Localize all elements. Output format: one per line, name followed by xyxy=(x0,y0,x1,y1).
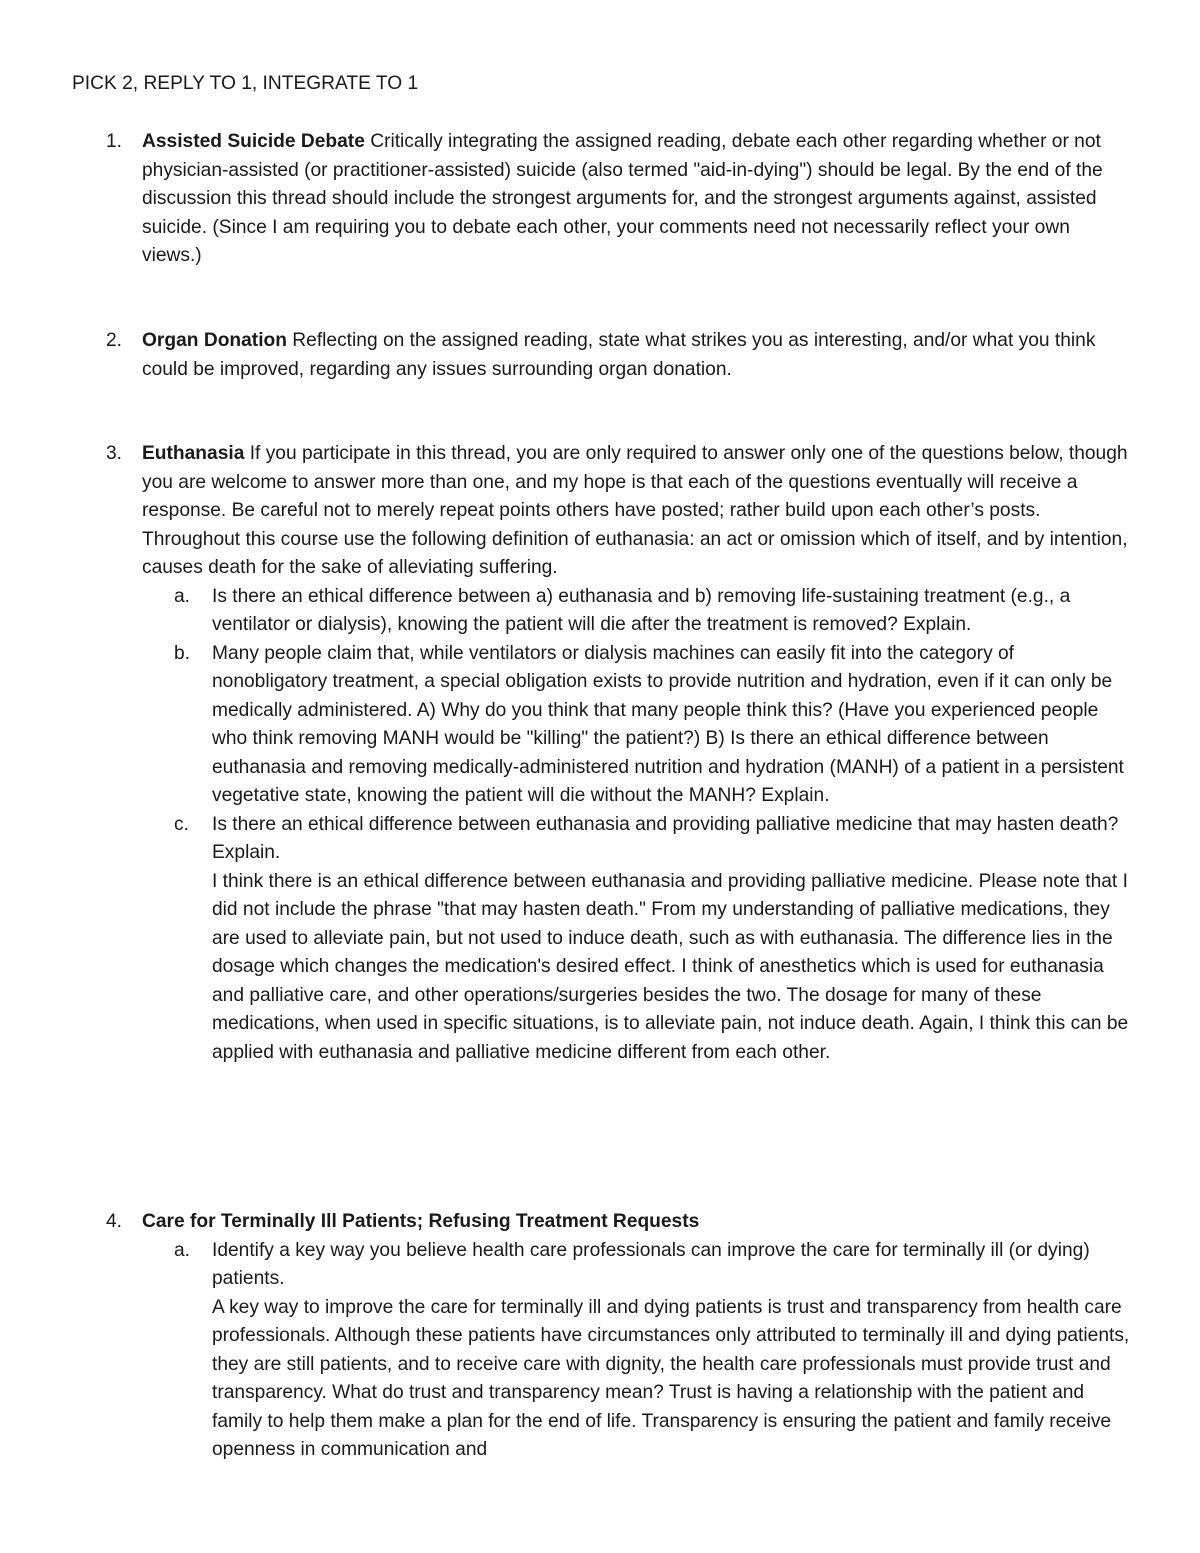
sub-letter: c. xyxy=(174,813,189,835)
page-heading: PICK 2, REPLY TO 1, INTEGRATE TO 1 xyxy=(72,73,419,94)
sub-letter: b. xyxy=(174,642,191,664)
item-body xyxy=(142,1208,1132,1465)
sub-letter: a. xyxy=(174,585,191,607)
list-item-organ-donation xyxy=(72,327,1132,384)
sub-answer-text: I think there is an ethical difference between euthanasia and providing palliative medicine. Please note that I did not include the phrase "that may hasten death." From my understanding of palliative medications, they are used to alleviate pain, but not used to induce death, such as with euthanasia. The difference lies in the dosage which changes the medication's desired effect. I think of anesthetics which is used for euthanasia and palliative care, and other operations/surgeries besides the two. The dosage for many of these medications, when used in specific situations, is to alleviate pain, not induce death. Again, I think this can be applied with euthanasia and palliative medicine different from each other. xyxy=(212,870,1129,1063)
sub-question-text: Is there an ethical difference between euthanasia and providing palliative medicine that may hasten death? Explain. xyxy=(212,813,1119,863)
sub-question-b xyxy=(174,640,1132,811)
sub-question-a xyxy=(174,1237,1132,1465)
sub-question-text: Identify a key way you believe health care professionals can improve the care for terminally ill (or dying) patients. xyxy=(212,1239,1090,1289)
sub-question-a xyxy=(174,583,1132,640)
euthanasia-definition: Throughout this course use the following definition of euthanasia: an act or omission which of itself, and by intention, causes death for the sake of alleviating suffering. xyxy=(142,528,1128,578)
item-intro xyxy=(142,1208,1132,1237)
item-title: Euthanasia xyxy=(142,443,245,464)
item-body xyxy=(142,440,1132,1067)
sub-answer-text: A key way to improve the care for terminally ill and dying patients is trust and transparency from health care professionals. Although these patients have circumstances only attributed to terminally ill and dying patients, they are still patients, and to receive care with dignity, the health care professionals must provide trust and transparency. What do trust and transparency mean? Trust is having a relationship with the patient and family to help them make a plan for the end of life. Transparency is ensuring the patient and family receive openness in communication and xyxy=(212,1296,1130,1460)
list-item-euthanasia xyxy=(72,440,1132,1067)
item-text: If you participate in this thread, you are only required to answer only one of the questions below, though you are welcome to answer more than one, and my hope is that each of the questions eventually will receive a response. Be careful not to merely repeat points others have posted; rather build upon each other’s posts. xyxy=(142,443,1128,521)
sub-question-text: Is there an ethical difference between a) euthanasia and b) removing life-sustaining treatment (e.g., a ventilator or dialysis), knowing the patient will die after the treatment is removed? Explain. xyxy=(212,585,1071,635)
item-number: 4. xyxy=(106,1211,123,1232)
item-number: 3. xyxy=(106,443,123,464)
item-body xyxy=(142,128,1132,271)
item-text: Reflecting on the assigned reading, state what strikes you as interesting, and/or what you think could be improved, regarding any issues surrounding organ donation. xyxy=(142,330,1096,380)
sub-letter: a. xyxy=(174,1239,191,1261)
item-title: Care for Terminally Ill Patients; Refusing Treatment Requests xyxy=(142,1211,700,1232)
sub-question-text: Many people claim that, while ventilators or dialysis machines can easily fit into the category of nonobligatory treatment, a special obligation exists to provide nutrition and hydration, even if it can only be medically administered. A) Why do you think that many people think this? (Have you experienced people who think removing MANH would be "killing" the patient?) B) Is there an ethical difference between euthanasia and removing medically-administered nutrition and hydration (MANH) of a patient in a persistent vegetative state, knowing the patient will die without the MANH? Explain. xyxy=(212,642,1124,806)
list-item-terminally-ill-care xyxy=(72,1208,1132,1465)
item-number: 2. xyxy=(106,330,123,351)
sub-question-c xyxy=(174,811,1132,1068)
item-body xyxy=(142,327,1132,384)
item-intro xyxy=(142,440,1132,526)
item-text: Critically integrating the assigned reading, debate each other regarding whether or not physician-assisted (or practitioner-assisted) suicide (also termed "aid-in-dying") should be legal. By the end of the discussion this thread should include the strongest arguments for, and the strongest arguments against, assisted suicide. (Since I am requiring you to debate each other, your comments need not necessarily reflect your own views.) xyxy=(142,131,1103,266)
item-title: Assisted Suicide Debate xyxy=(142,131,365,152)
item-number: 1. xyxy=(106,131,123,152)
list-item-assisted-suicide xyxy=(72,128,1132,271)
item-title: Organ Donation xyxy=(142,330,287,351)
